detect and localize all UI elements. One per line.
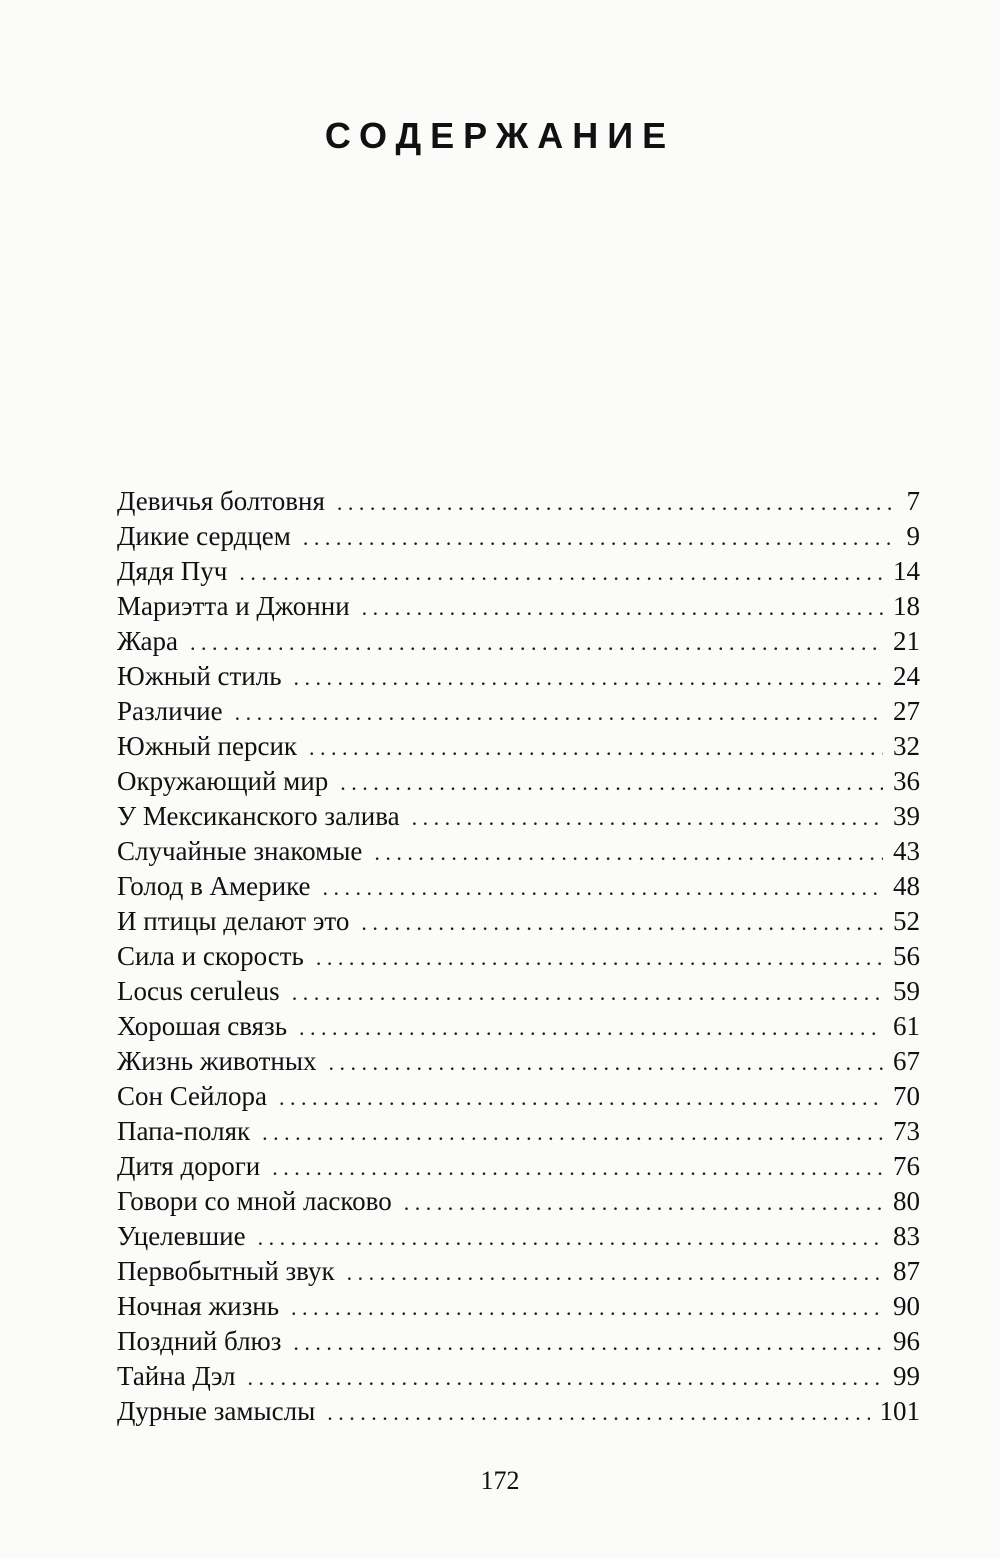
toc-entry-page: 36 bbox=[893, 766, 920, 796]
toc-entry-title: Случайные знакомые bbox=[117, 836, 363, 866]
toc-entry bbox=[117, 1394, 920, 1429]
toc-entry-page: 27 bbox=[893, 696, 920, 726]
toc-entry bbox=[117, 834, 920, 869]
toc-entry-page: 59 bbox=[893, 976, 920, 1006]
table-of-contents bbox=[117, 484, 920, 1429]
toc-entry-page: 7 bbox=[906, 486, 920, 516]
toc-entry bbox=[117, 939, 920, 974]
dot-leader bbox=[262, 1115, 883, 1150]
dot-leader bbox=[327, 1395, 869, 1430]
page-title: СОДЕРЖАНИЕ bbox=[324, 115, 676, 156]
toc-entry-title: Мариэтта и Джонни bbox=[117, 591, 350, 621]
toc-entry bbox=[117, 624, 920, 659]
toc-entry bbox=[117, 659, 920, 694]
toc-entry-page: 99 bbox=[893, 1361, 920, 1391]
dot-leader bbox=[291, 1290, 883, 1325]
dot-leader bbox=[292, 975, 883, 1010]
dot-leader bbox=[294, 660, 883, 695]
toc-entry-page: 18 bbox=[893, 591, 920, 621]
dot-leader bbox=[272, 1150, 883, 1185]
toc-entry-page: 9 bbox=[906, 521, 920, 551]
toc-entry bbox=[117, 1219, 920, 1254]
toc-entry-title: Южный персик bbox=[117, 731, 298, 761]
toc-entry-title: Южный стиль bbox=[117, 661, 282, 691]
page-number: 172 bbox=[480, 1466, 520, 1495]
toc-entry bbox=[117, 484, 920, 519]
dot-leader bbox=[239, 555, 883, 590]
dot-leader bbox=[361, 905, 883, 940]
toc-entry-title: Дитя дороги bbox=[117, 1151, 261, 1181]
dot-leader bbox=[247, 1360, 883, 1395]
toc-entry bbox=[117, 729, 920, 764]
dot-leader bbox=[323, 870, 883, 905]
toc-entry-page: 67 bbox=[893, 1046, 920, 1076]
dot-leader bbox=[404, 1185, 883, 1220]
toc-entry-title: Говори со мной ласково bbox=[117, 1186, 392, 1216]
dot-leader bbox=[303, 520, 897, 555]
toc-entry bbox=[117, 694, 920, 729]
toc-entry-title: Жара bbox=[117, 626, 178, 656]
toc-entry-page: 87 bbox=[893, 1256, 920, 1286]
dot-leader bbox=[235, 695, 883, 730]
toc-entry-title: У Мексиканского залива bbox=[117, 801, 400, 831]
toc-entry-page: 80 bbox=[893, 1186, 920, 1216]
toc-entry bbox=[117, 1149, 920, 1184]
toc-entry-title: Хорошая связь bbox=[117, 1011, 288, 1041]
toc-entry-page: 70 bbox=[893, 1081, 920, 1111]
toc-entry-page: 48 bbox=[893, 871, 920, 901]
toc-entry-title: Первобытный звук bbox=[117, 1256, 335, 1286]
toc-entry-title: Locus ceruleus bbox=[117, 976, 280, 1006]
toc-entry bbox=[117, 904, 920, 939]
dot-leader bbox=[190, 625, 883, 660]
dot-leader bbox=[340, 765, 883, 800]
toc-entry-title: Дурные замыслы bbox=[117, 1396, 316, 1426]
toc-entry-page: 101 bbox=[879, 1396, 920, 1426]
dot-leader bbox=[347, 1255, 883, 1290]
dot-leader bbox=[329, 1045, 883, 1080]
toc-entry-page: 61 bbox=[893, 1011, 920, 1041]
toc-entry-title: Жизнь животных bbox=[117, 1046, 317, 1076]
toc-entry-title: Ночная жизнь bbox=[117, 1291, 280, 1321]
toc-entry-title: Дядя Пуч bbox=[117, 556, 228, 586]
toc-entry-title: Голод в Америке bbox=[117, 871, 311, 901]
toc-entry-title: И птицы делают это bbox=[117, 906, 350, 936]
dot-leader bbox=[309, 730, 883, 765]
toc-entry bbox=[117, 1254, 920, 1289]
toc-entry-page: 24 bbox=[893, 661, 920, 691]
toc-entry bbox=[117, 589, 920, 624]
toc-entry-title: Сон Сейлора bbox=[117, 1081, 267, 1111]
dot-leader bbox=[337, 485, 897, 520]
toc-entry-title: Различие bbox=[117, 696, 223, 726]
toc-entry bbox=[117, 1184, 920, 1219]
toc-entry-page: 52 bbox=[893, 906, 920, 936]
toc-entry bbox=[117, 799, 920, 834]
toc-entry-page: 73 bbox=[893, 1116, 920, 1146]
toc-entry-page: 76 bbox=[893, 1151, 920, 1181]
toc-entry-page: 39 bbox=[893, 801, 920, 831]
toc-entry bbox=[117, 1114, 920, 1149]
toc-entry bbox=[117, 1324, 920, 1359]
toc-entry bbox=[117, 1359, 920, 1394]
toc-entry-page: 56 bbox=[893, 941, 920, 971]
dot-leader bbox=[316, 940, 883, 975]
toc-entry bbox=[117, 519, 920, 554]
toc-entry-title: Тайна Дэл bbox=[117, 1361, 236, 1391]
dot-leader bbox=[299, 1010, 883, 1045]
toc-entry-page: 43 bbox=[893, 836, 920, 866]
toc-entry bbox=[117, 1009, 920, 1044]
dot-leader bbox=[293, 1325, 883, 1360]
toc-entry-page: 14 bbox=[893, 556, 920, 586]
dot-leader bbox=[258, 1220, 883, 1255]
toc-entry bbox=[117, 1289, 920, 1324]
toc-entry bbox=[117, 869, 920, 904]
toc-entry-title: Дикие сердцем bbox=[117, 521, 291, 551]
toc-entry-title: Сила и скорость bbox=[117, 941, 304, 971]
toc-entry bbox=[117, 1079, 920, 1114]
toc-entry-page: 90 bbox=[893, 1291, 920, 1321]
dot-leader bbox=[279, 1080, 883, 1115]
toc-entry bbox=[117, 554, 920, 589]
toc-entry bbox=[117, 974, 920, 1009]
toc-entry-page: 21 bbox=[893, 626, 920, 656]
toc-entry-page: 96 bbox=[893, 1326, 920, 1356]
toc-entry-title: Поздний блюз bbox=[117, 1326, 282, 1356]
dot-leader bbox=[362, 590, 883, 625]
toc-entry bbox=[117, 1044, 920, 1079]
toc-entry bbox=[117, 764, 920, 799]
toc-entry-title: Окружающий мир bbox=[117, 766, 329, 796]
toc-entry-title: Девичья болтовня bbox=[117, 486, 325, 516]
dot-leader bbox=[412, 800, 883, 835]
toc-entry-page: 83 bbox=[893, 1221, 920, 1251]
toc-entry-title: Папа-поляк bbox=[117, 1116, 251, 1146]
toc-entry-page: 32 bbox=[893, 731, 920, 761]
toc-entry-title: Уцелевшие bbox=[117, 1221, 246, 1251]
dot-leader bbox=[374, 835, 883, 870]
